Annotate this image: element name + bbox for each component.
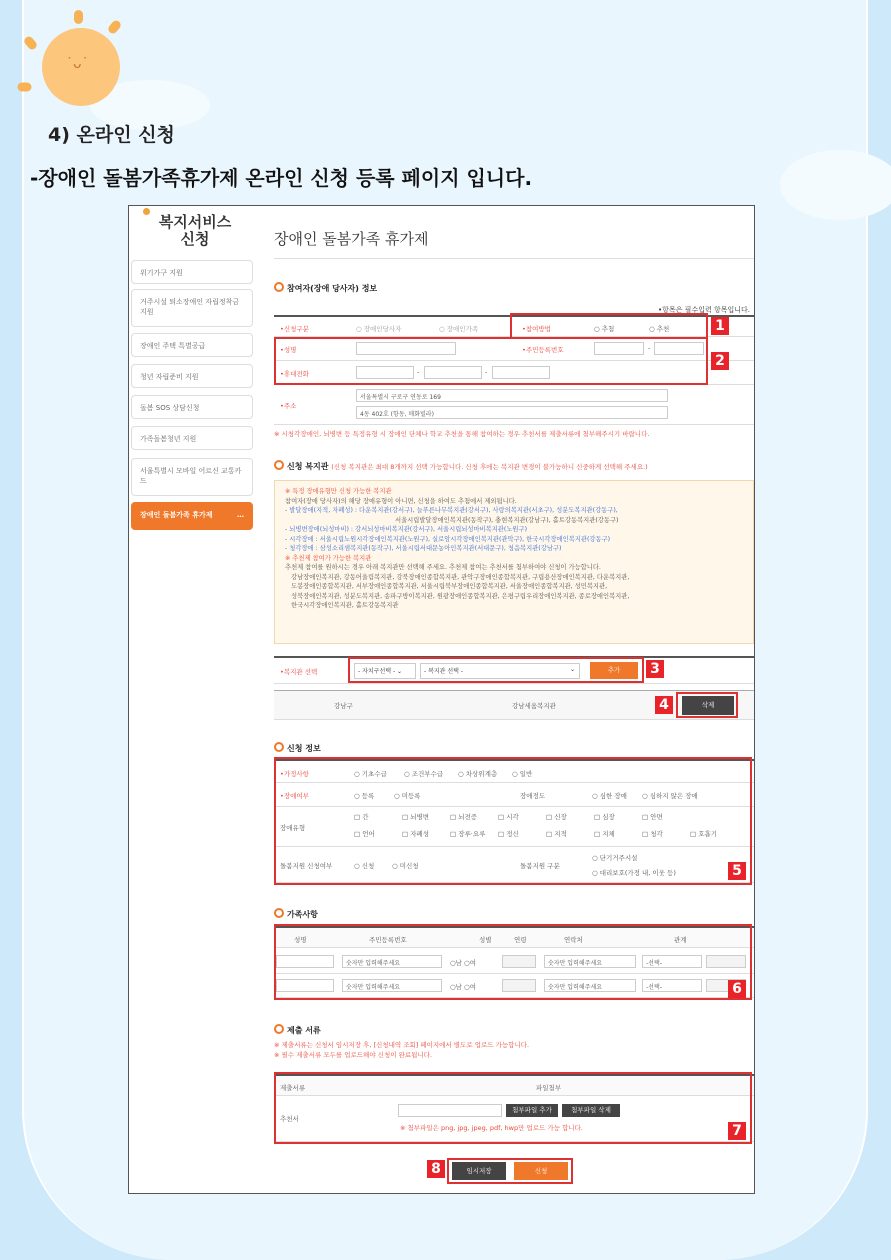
sidebar-item[interactable]: 가족돌봄청년 지원 [131,426,253,450]
doc-row: 추천서 첨부파일 추가 첨부파일 삭제 ※ 첨부파일은 png, jpg, jpeg, pdf, hwp만 업로드 가능 합니다. [274,1096,754,1142]
divider [274,258,754,259]
family-phone-input[interactable]: 숫자만 입력해주세요 [544,955,636,968]
radio-lottery[interactable]: ○ 추첨 [594,325,615,333]
cloud-decoration [780,150,891,220]
info-line: 서울시립발달장애인복지관(동작구), 충현복지관(강남구), 홀트강동복지관(강동구) [395,516,619,524]
page-title: 장애인 돌봄가족 휴가제 [274,230,429,248]
marker-2: 2 [711,352,729,370]
highlight-3 [348,657,644,683]
family-relation-select[interactable]: -선택- [642,979,702,992]
checkbox-disability-type[interactable]: □ 호흡기 [690,830,718,838]
sun-ray [18,83,32,92]
checkbox-disability-type[interactable]: □ 청각 [642,830,663,838]
info-line: ※ 추천제 참여가 가능한 복지관 [285,554,372,562]
apply-button[interactable]: 신청 [514,1162,568,1180]
family-relation-select[interactable]: -선택- [642,955,702,968]
row-name: •성명 •주민등록번호 - [274,337,754,361]
checkbox-disability-type[interactable]: □ 자폐성 [402,830,430,838]
highlight-6 [274,924,752,1000]
temp-save-button[interactable]: 임시저장 [452,1162,506,1180]
info-line: - 뇌병변장애(뇌성마비) : 강서뇌성마비복지관(강서구), 서울시립뇌성마비복지관(노원구) [285,526,528,533]
row-care: 돌봄지원 신청여부 ○ 신청 ○ 미신청 돌봄지원 구분 ○ 단기거주시설 ○ 대리보호(가정 내, 이웃 등) [274,847,754,883]
highlight-5 [274,757,752,885]
row-disability-type: 장애유형 □ 간 □ 뇌병변 □ 뇌전증 □ 시각 □ 신장 □ 심장 □ 안면 □ 언어 □ 자폐성 □ 장루·요루 □ 정신 □ 지적 □ 지체 □ 청각 □ 호흡기 [274,807,754,847]
checkbox-disability-type[interactable]: □ 장루·요루 [450,830,486,838]
step-title: 4) 온라인 신청 [48,124,175,146]
section-apply-info: 신청 정보 [274,742,321,754]
participant-note: ※ 시청각장애인, 뇌병변 등 특정유형 시 장애인 단체나 학교 추천을 통해 참여하는 경우 추천서를 제출서류에 첨부해주시기 바랍니다. [274,430,650,438]
delete-button[interactable]: 삭제 [682,696,734,715]
highlight-2 [274,337,708,385]
info-line: - 시각장애 : 서울시립노원시각장애인복지관(노원구), 실로암시각장애인복지관(관악구), 한국시각장애인복지관(강동구) [285,535,611,543]
checkbox-disability-type[interactable]: □ 뇌병변 [402,813,430,821]
checkbox-disability-type[interactable]: □ 지체 [594,830,615,838]
screenshot-frame [128,205,755,1194]
highlight-4 [676,692,738,718]
section-participant: 참여자(장애 당사자) 정보 [274,282,377,294]
sidebar-item-active[interactable]: 장애인 돌봄가족 휴가제 … [131,502,253,530]
highlight-1 [510,313,708,339]
marker-6: 6 [728,980,746,998]
section-family: 가족사항 [274,908,318,920]
section-welfare-center: 신청 복지관 (신청 복지관은 최대 8개까지 선택 가능합니다. 신청 후에는 복지관 변경이 불가능하니 신중하게 선택해 주세요.) [274,460,754,472]
checkbox-disability-type[interactable]: □ 간 [354,813,369,821]
info-line: - 청각장애 : 삼성소리샘복지관(동작구), 서울시립서대문농아인복지관(서대문구), 청음복지관(강남구) [285,545,562,552]
row-phone: •휴대전화 - - [274,361,754,385]
marker-4: 4 [655,696,673,714]
doc-note-2: ※ 필수 제출서류 모두를 업로드해야 신청이 완료됩니다. [274,1051,433,1059]
family-column-header: 주민등록번호 [369,936,407,944]
info-line: 한국시각장애인복지관, 홀트강동복지관 [291,602,399,609]
marker-3: 3 [646,660,664,678]
family-rrn-input[interactable]: 숫자만 입력해주세요 [342,955,442,968]
section-documents: 제출 서류 [274,1024,321,1036]
row-registration: •장애여부 ○ 등록 ○ 미등록 장애정도 ○ 심한 장애 ○ 심하지 않은 장애 [274,783,754,807]
info-line: 추천제 참여를 원하시는 경우 아래 복지관만 선택해 주세요. 추천제 참여는 추천서를 첨부하여야 신청이 가능합니다. [285,564,601,571]
sun-icon: ˙ᴗ˙ [42,28,120,106]
selected-center-row: 강남구 강남세움복지관 삭제 [274,690,754,720]
info-line: 성북장애인복지관, 성분도복지관, 송파구방이복지관, 원광장애인종합복지관, 은평구립우리장애인복지관, 종로장애인복지관, [291,592,630,600]
family-gender-radio[interactable]: ○남 ○여 [450,959,476,967]
checkbox-disability-type[interactable]: □ 언어 [354,830,375,838]
checkbox-disability-type[interactable]: □ 정신 [498,830,519,838]
checkbox-disability-type[interactable]: □ 심장 [594,813,615,821]
sidebar-logo: 복지서비스 신청 [158,213,232,248]
checkbox-disability-type[interactable]: □ 시각 [498,813,519,821]
checkbox-disability-type[interactable]: □ 지적 [546,830,567,838]
sidebar-item[interactable]: 서울특별시 모바일 어르신 교통카드 [131,458,253,496]
center-select[interactable]: - 복지관 선택 - ⌄ [420,663,580,679]
checkbox-disability-type[interactable]: □ 뇌전증 [450,813,478,821]
radio-family[interactable]: ○ 장애인가족 [439,325,479,333]
step-description: -장애인 돌봄가족휴가제 온라인 신청 등록 페이지 입니다. [30,166,533,190]
sidebar-item[interactable]: 위기가구 지원 [131,260,253,284]
sidebar [129,206,255,1193]
required-note: •항목은 필수입력 항목입니다. [658,306,750,314]
checkbox-disability-type[interactable]: □ 신장 [546,813,567,821]
info-line: 도봉장애인종합복지관, 서부장애인종합복지관, 서울시립북부장애인종합복지관, 서울장애인종합복지관, 성민복지관, [291,583,608,590]
sidebar-item[interactable]: 돌봄 SOS 상담신청 [131,395,253,419]
add-file-button[interactable]: 첨부파일 추가 [506,1104,558,1117]
family-column-header: 연락처 [564,936,583,944]
row-address: •주소 서울특별시 구로구 연동로 169 4동 402호 (항동, 매화빌라) [274,385,754,425]
row-household: •가정사항 ○ 기초수급 ○ 조건부수급 ○ 차상위계층 ○ 일반 [274,759,754,783]
delete-file-button[interactable]: 첨부파일 삭제 [562,1104,620,1117]
sun-ray [74,10,83,24]
highlight-7 [274,1072,752,1144]
marker-7: 7 [728,1122,746,1140]
family-column-header: 연령 [514,936,527,944]
family-phone-input[interactable]: 숫자만 입력해주세요 [544,979,636,992]
welfare-info-box [274,480,754,644]
info-line: 강남장애인복지관, 강동어울림복지관, 강북장애인종합복지관, 관악구장애인종합복지관, 구립용산장애인복지관, 다운복지관, [291,573,630,581]
info-line: 참여자(장애 당사자)의 해당 장애유형이 아니면, 신청을 하여도 추첨에서 제외됩니다. [285,497,517,505]
info-line: - 발달장애(지적, 자폐성) : 다운복지관(강서구), 늘푸른나무복지관(강서구), 사랑의복지관(서초구), 성분도복지관(강동구), [285,507,618,514]
row-apply-type: •신청구분 ○ 장애인당사자 ○ 장애인가족 •참여방법 ○ 추첨 ○ 추천 [274,315,754,337]
sidebar-item[interactable]: 거주시설 퇴소장애인 자립정착금 지원 [131,289,253,327]
sidebar-item[interactable]: 청년 자립준비 지원 [131,364,253,388]
family-column-header: 성별 [479,936,492,944]
radio-self[interactable]: ○ 장애인당사자 [356,325,402,333]
marker-8: 8 [427,1160,445,1178]
doc-note-1: ※ 제출서류는 신청서 임시저장 후, [신청내역 조회] 페이지에서 별도로 업로드 가능합니다. [274,1041,530,1049]
marker-1: 1 [711,317,729,335]
radio-recommend[interactable]: ○ 추천 [649,325,670,333]
family-gender-radio[interactable]: ○남 ○여 [450,983,476,991]
family-column-header: 관계 [674,936,687,944]
address-input-2[interactable]: 4동 402호 (항동, 매화빌라) [356,406,668,419]
family-rrn-input[interactable]: 숫자만 입력해주세요 [342,979,442,992]
district-select[interactable]: - 자치구선택 - ⌄ [354,663,416,679]
sidebar-item[interactable]: 장애인 주택 특별공급 [131,333,253,357]
row-center-select: •복지관 선택 - 자치구선택 - ⌄ - 복지관 선택 - ⌄ 추가 [274,656,754,684]
checkbox-disability-type[interactable]: □ 안면 [642,813,663,821]
marker-5: 5 [728,862,746,880]
doc-header-row: 제출서류 파일첨부 [274,1074,754,1096]
address-input-1[interactable]: 서울특별시 구로구 연동로 169 [356,389,668,402]
info-line: ※ 특정 장애유형만 신청 가능한 복지관 [285,488,392,495]
family-column-header: 성명 [294,936,307,944]
add-button[interactable]: 추가 [590,662,638,679]
